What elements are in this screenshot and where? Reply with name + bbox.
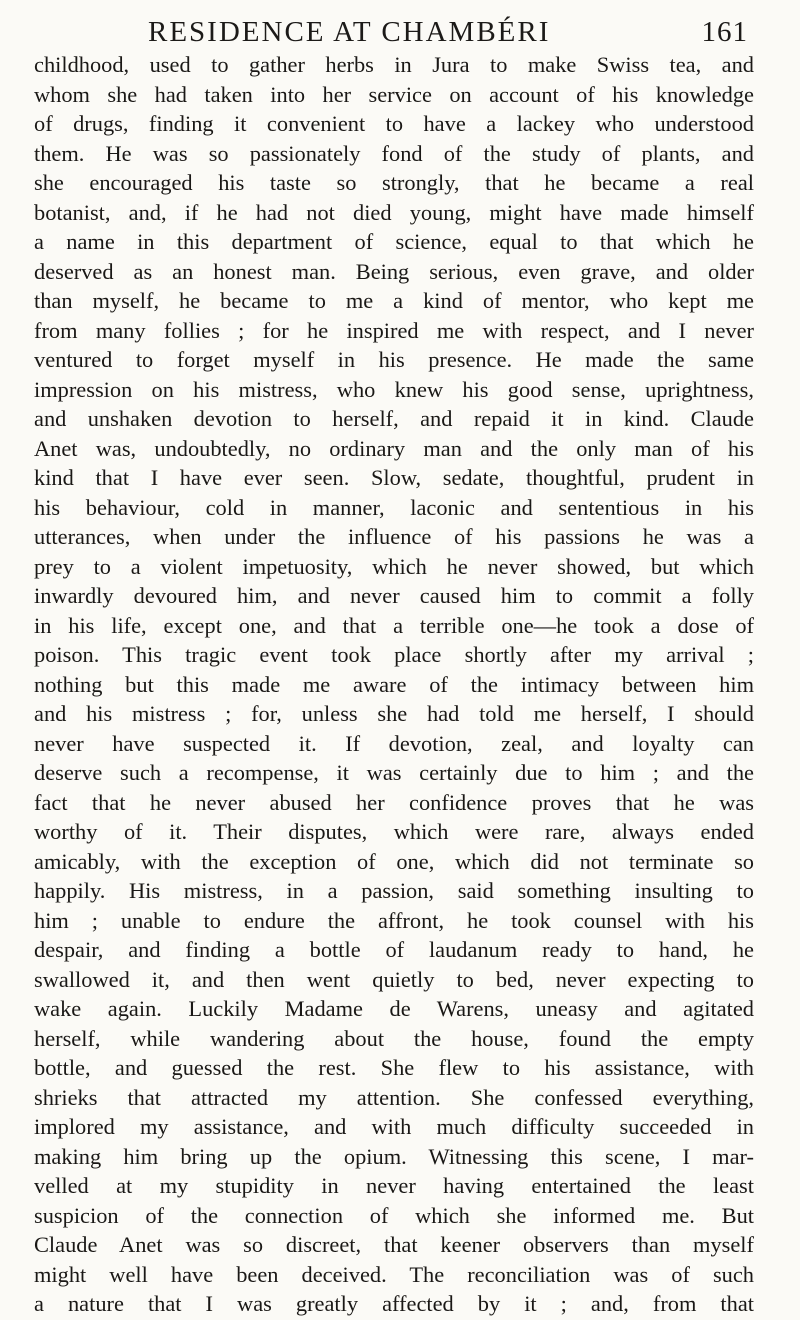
text-line: deserve such a recompense, it was certainly due to him ; and the — [34, 760, 754, 785]
text-line: his behaviour, cold in manner, laconic and sententious in his — [34, 494, 754, 520]
text-line: inwardly devoured him, and never caused him to commit a folly — [34, 583, 754, 608]
text-line: than myself, he became to me a kind of mentor, who kept me — [34, 288, 754, 313]
text-line: Claude Anet was so discreet, that keener observers than myself — [34, 1232, 754, 1257]
text-line: making him bring up the opium. Witnessing this scene, I mar- — [34, 1143, 754, 1169]
text-line: a nature that I was greatly affected by it ; and, from that — [34, 1291, 754, 1316]
text-line: swallowed it, and then went quietly to bed, never expecting to — [34, 966, 754, 992]
text-line: and his mistress ; for, unless she had told me herself, I should — [34, 701, 754, 726]
text-line: amicably, with the exception of one, which did not terminate so — [34, 848, 754, 874]
text-line: Anet was, undoubtedly, no ordinary man and the only man of his — [34, 435, 754, 461]
text-line: botanist, and, if he had not died young, might have made himself — [34, 199, 754, 225]
text-line: prey to a violent impetuosity, which he never showed, but which — [34, 553, 754, 579]
page-number: 161 — [701, 16, 748, 48]
text-line: happily. His mistress, in a passion, said something insulting to — [34, 878, 754, 903]
text-line: ventured to forget myself in his presence. He made the same — [34, 347, 754, 372]
text-line: despair, and finding a bottle of laudanum ready to hand, he — [34, 937, 754, 962]
text-line: in his life, except one, and that a terrible one—he took a dose of — [34, 612, 754, 638]
text-line: and unshaken devotion to herself, and repaid it in kind. Claude — [34, 406, 754, 431]
text-line: utterances, when under the influence of his passions he was a — [34, 524, 754, 549]
text-line: implored my assistance, and with much difficulty succeeded in — [34, 1114, 754, 1139]
text-line: of drugs, finding it convenient to have a lackey who understood — [34, 111, 754, 136]
text-line: them. He was so passionately fond of the study of plants, and — [34, 140, 754, 166]
text-line: childhood, used to gather herbs in Jura to make Swiss tea, and — [34, 52, 754, 77]
running-head: RESIDENCE AT CHAMBÉRI — [148, 16, 551, 48]
text-line: a name in this department of science, equal to that which he — [34, 229, 754, 254]
text-line: suspicion of the connection of which she informed me. But — [34, 1202, 754, 1228]
text-line: from many follies ; for he inspired me with respect, and I never — [34, 317, 754, 343]
body-text — [34, 50, 754, 1319]
text-line: whom she had taken into her service on account of his knowledge — [34, 81, 754, 107]
text-line: might well have been deceived. The reconciliation was of such — [34, 1261, 754, 1287]
page-header — [148, 10, 748, 54]
text-line: poison. This tragic event took place shortly after my arrival ; — [34, 642, 754, 667]
text-line: bottle, and guessed the rest. She flew to his assistance, with — [34, 1055, 754, 1080]
text-line: she encouraged his taste so strongly, that he became a real — [34, 170, 754, 195]
text-line: herself, while wandering about the house, found the empty — [34, 1025, 754, 1051]
text-line: him ; unable to endure the affront, he took counsel with his — [34, 907, 754, 933]
text-line: kind that I have ever seen. Slow, sedate, thoughtful, prudent in — [34, 465, 754, 490]
text-line: deserved as an honest man. Being serious, even grave, and older — [34, 258, 754, 284]
text-line: nothing but this made me aware of the intimacy between him — [34, 671, 754, 697]
text-line: wake again. Luckily Madame de Warens, uneasy and agitated — [34, 996, 754, 1021]
text-line: shrieks that attracted my attention. She confessed everything, — [34, 1084, 754, 1110]
text-line: impression on his mistress, who knew his good sense, uprightness, — [34, 376, 754, 402]
text-line: worthy of it. Their disputes, which were rare, always ended — [34, 819, 754, 844]
text-line: never have suspected it. If devotion, zeal, and loyalty can — [34, 730, 754, 756]
text-line: fact that he never abused her confidence proves that he was — [34, 789, 754, 815]
text-line: velled at my stupidity in never having entertained the least — [34, 1173, 754, 1198]
